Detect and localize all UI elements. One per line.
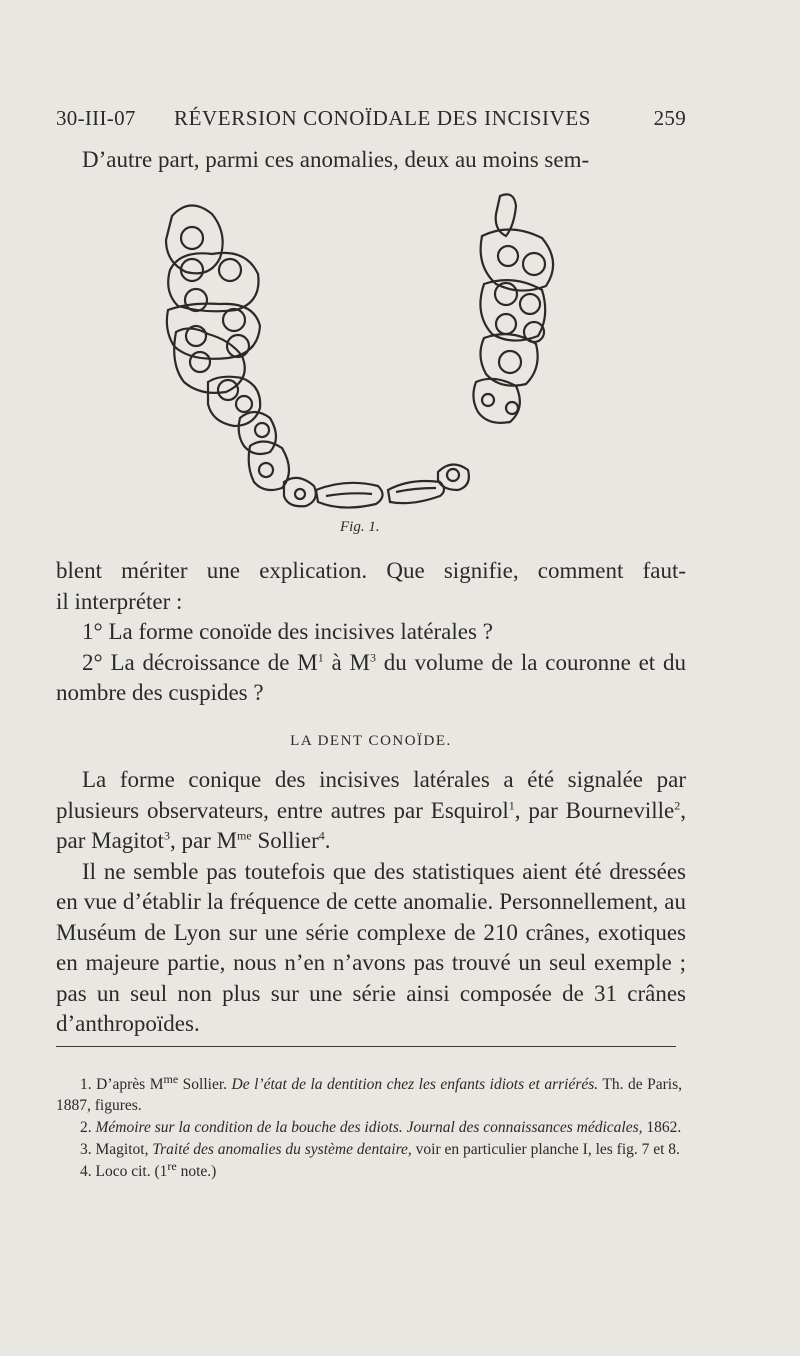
text-run: Sollier [251,828,319,853]
tooth-outline [284,478,316,506]
text-run: 1862. [642,1119,682,1136]
body-line: il interpréter : [56,588,183,614]
cusp [227,335,249,357]
text-run: 2° La décroissance de M [82,649,318,675]
cusp [295,489,305,499]
superscript: re [167,1158,177,1173]
figure-caption: Fig. 1. [340,519,380,535]
cusp [498,246,518,266]
cusp [219,259,241,281]
text-run: , par Bourneville [514,797,675,823]
dental-arch-figure [150,186,570,526]
work-title: De l’état de la dentition chez les enfants idiots et arriérés. [231,1076,599,1093]
page-number: 259 [653,106,686,130]
text-run: voir en particulier planche I, les fig. 7 et 8. [411,1141,680,1158]
question-1: 1° La forme conoïde des incisives latérales ? [82,619,493,644]
footnote-ref: 4 [318,828,325,843]
opening-paragraph [56,145,686,176]
running-header [56,106,686,140]
cusp [185,289,207,311]
superscript: me [237,828,252,843]
footnote-3 [56,1139,682,1160]
cusp [236,396,252,412]
paragraph: Il ne semble pas toutefois que des statistiques aient été dressées en vue d’établir la fréquence de cette anomalie. Personnellement, au Muséum de Lyon sur une série complexe de 210 crânes, exotiques en majeure partie, nous n’en n’avons pas trouvé un seul exemple ; pas un seul non plus sur une série ainsi composée de 31 crânes d’anthropoïdes. [56,858,686,1036]
header-title: RÉVERSION CONOÏDALE DES INCISIVES [174,106,592,130]
cusp [506,402,518,414]
work-title: Traité des anomalies du système dentaire, [152,1141,412,1158]
footnote-2 [56,1117,682,1138]
cusp [190,352,210,372]
footnote-1 [56,1071,682,1116]
cusp [520,294,540,314]
footnote-divider [56,1046,676,1047]
cusp [496,314,516,334]
section-heading: LA DENT CONOÏDE. [290,733,452,749]
text-run: 1. D’après M [80,1076,164,1093]
opening-line: D’autre part, parmi ces anomalies, deux au moins sem- [82,147,590,172]
question-2 [56,648,686,709]
text-run: , par M [169,828,238,853]
question-paragraph [56,556,686,709]
text-run: à M [323,649,370,675]
main-text [56,765,686,1040]
incisal-edge [396,488,436,492]
cusp [499,351,521,373]
cusp [447,469,459,481]
text-run: du volume de la couronne et du nombre des cuspides ? [56,649,686,705]
cusp [482,394,494,406]
text-run: La forme conique des incisives latérales a été signalée par plusieurs observateurs, entre autres par Esquirol [56,767,686,823]
footnotes [56,1071,682,1183]
footnote-ref: 2 [674,797,681,812]
superscript: me [163,1071,179,1086]
superscript: 1 [317,649,324,664]
text-run: . [324,828,331,853]
footnote-4 [56,1158,682,1182]
superscript: 3 [370,649,376,664]
text-run: 3. Magitot, [80,1141,153,1158]
cusp [259,463,273,477]
tooth-outline [239,412,276,454]
footnote-ref: 1 [508,797,515,812]
tooth-outline [168,253,258,311]
cusp [223,309,245,331]
cusp [255,423,269,437]
header-date: 30-III-07 [56,106,136,130]
footnote-ref: 3 [163,828,170,843]
text-run: Th. de Paris, 1887, figures. [56,1076,682,1114]
text-run: 2. [80,1119,96,1136]
text-run: , par Magitot [56,797,686,853]
text-run: Sollier. [178,1076,232,1093]
cusp [181,227,203,249]
work-title: Mémoire sur la condition de la bouche des idiots. Journal des connaissances médicales, [95,1119,643,1136]
text-run: 4. Loco cit. (1 [80,1163,168,1180]
paragraph [56,765,686,857]
text-run: note.) [176,1163,217,1180]
tooth-outline [473,379,519,423]
cusp [523,253,545,275]
body-line: blent mériter une explication. Que signifie, comment faut- [56,558,686,583]
cusp [495,283,517,305]
incisal-edge [326,493,372,496]
